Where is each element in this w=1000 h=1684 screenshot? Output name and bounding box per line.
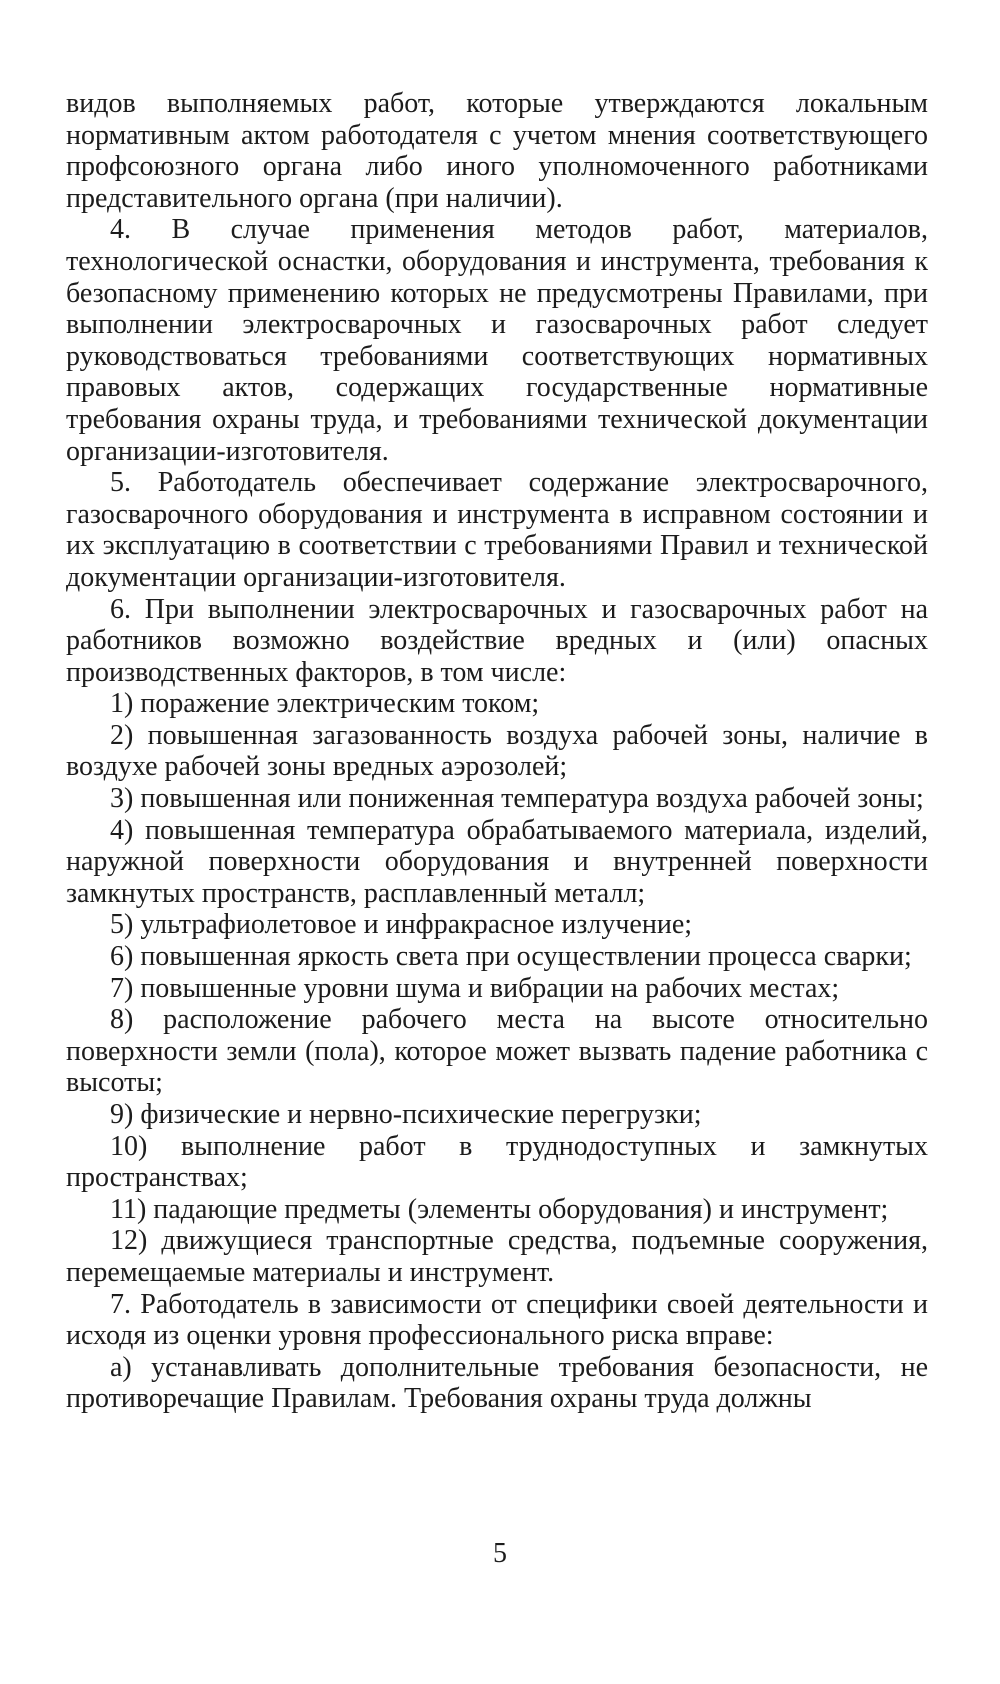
paragraph-item-7: 7. Работодатель в зависимости от специфики своей деятельности и исходя из оценки уровня профессионального риска вправе: <box>66 1288 928 1352</box>
list-item-factor-12: 12) движущиеся транспортные средства, подъемные сооружения, перемещаемые материалы и инструмент. <box>66 1225 928 1288</box>
list-item-sub-a: а) устанавливать дополнительные требования безопасности, не противоречащие Правилам. Требования охраны труда должны <box>66 1351 928 1415</box>
list-item-factor-4: 4) повышенная температура обрабатываемого материала, изделий, наружной поверхности оборудования и внутренней поверхности замкнутых пространств, расплавленный металл; <box>66 814 928 909</box>
list-item-factor-9: 9) физические и нервно-психические перегрузки; <box>110 1099 702 1130</box>
list-item-factor-11: 11) падающие предметы (элементы оборудования) и инструмент; <box>110 1193 889 1225</box>
list-item-factor-8: 8) расположение рабочего места на высоте относительно поверхности земли (пола), которое может вызвать падение работника с высоты; <box>66 1004 928 1099</box>
list-item-factor-2: 2) повышенная загазованность воздуха рабочей зоны, наличие в воздухе рабочей зоны вредных аэрозолей; <box>66 719 928 783</box>
paragraph-item-6: 6. При выполнении электросварочных и газосварочных работ на работников возможно воздействие вредных и (или) опасных производственных факторов, в том числе: <box>66 593 928 688</box>
paragraph-item-5: 5. Работодатель обеспечивает содержание электросварочного, газосварочного оборудования и инструмента в исправном состоянии и их эксплуатацию в соответствии с требованиями Правил и технической документации организации-изготовителя. <box>66 467 928 593</box>
list-item-factor-3: 3) повышенная или пониженная температура воздуха рабочей зоны; <box>110 783 924 815</box>
body-text <box>66 88 928 1415</box>
paragraph-item-4: 4. В случае применения методов работ, материалов, технологической оснастки, оборудования и инструмента, требования к безопасному применению которых не предусмотрены Правилами, при выполнении электросварочных и газосварочных работ следует руководствоваться требованиями соответствующих нормативных правовых актов, содержащих государственные нормативные требования охраны труда, и требованиями технической документации организации-изготовителя. <box>66 214 928 467</box>
list-item-factor-10: 10) выполнение работ в труднодоступных и замкнутых пространствах; <box>66 1130 928 1194</box>
list-item-factor-7: 7) повышенные уровни шума и вибрации на рабочих местах; <box>110 972 840 1004</box>
list-item-factor-5: 5) ультрафиолетовое и инфракрасное излучение; <box>110 909 693 941</box>
list-item-factor-6: 6) повышенная яркость света при осуществлении процесса сварки; <box>110 941 912 973</box>
page-number: 5 <box>493 1538 507 1569</box>
list-item-factor-1: 1) поражение электрическим током; <box>110 688 540 720</box>
paragraph-continuation: видов выполняемых работ, которые утверждаются локальным нормативным актом работодателя с учетом мнения соответствующего профсоюзного органа либо иного уполномоченного работниками представительного органа (при наличии). <box>66 88 928 214</box>
